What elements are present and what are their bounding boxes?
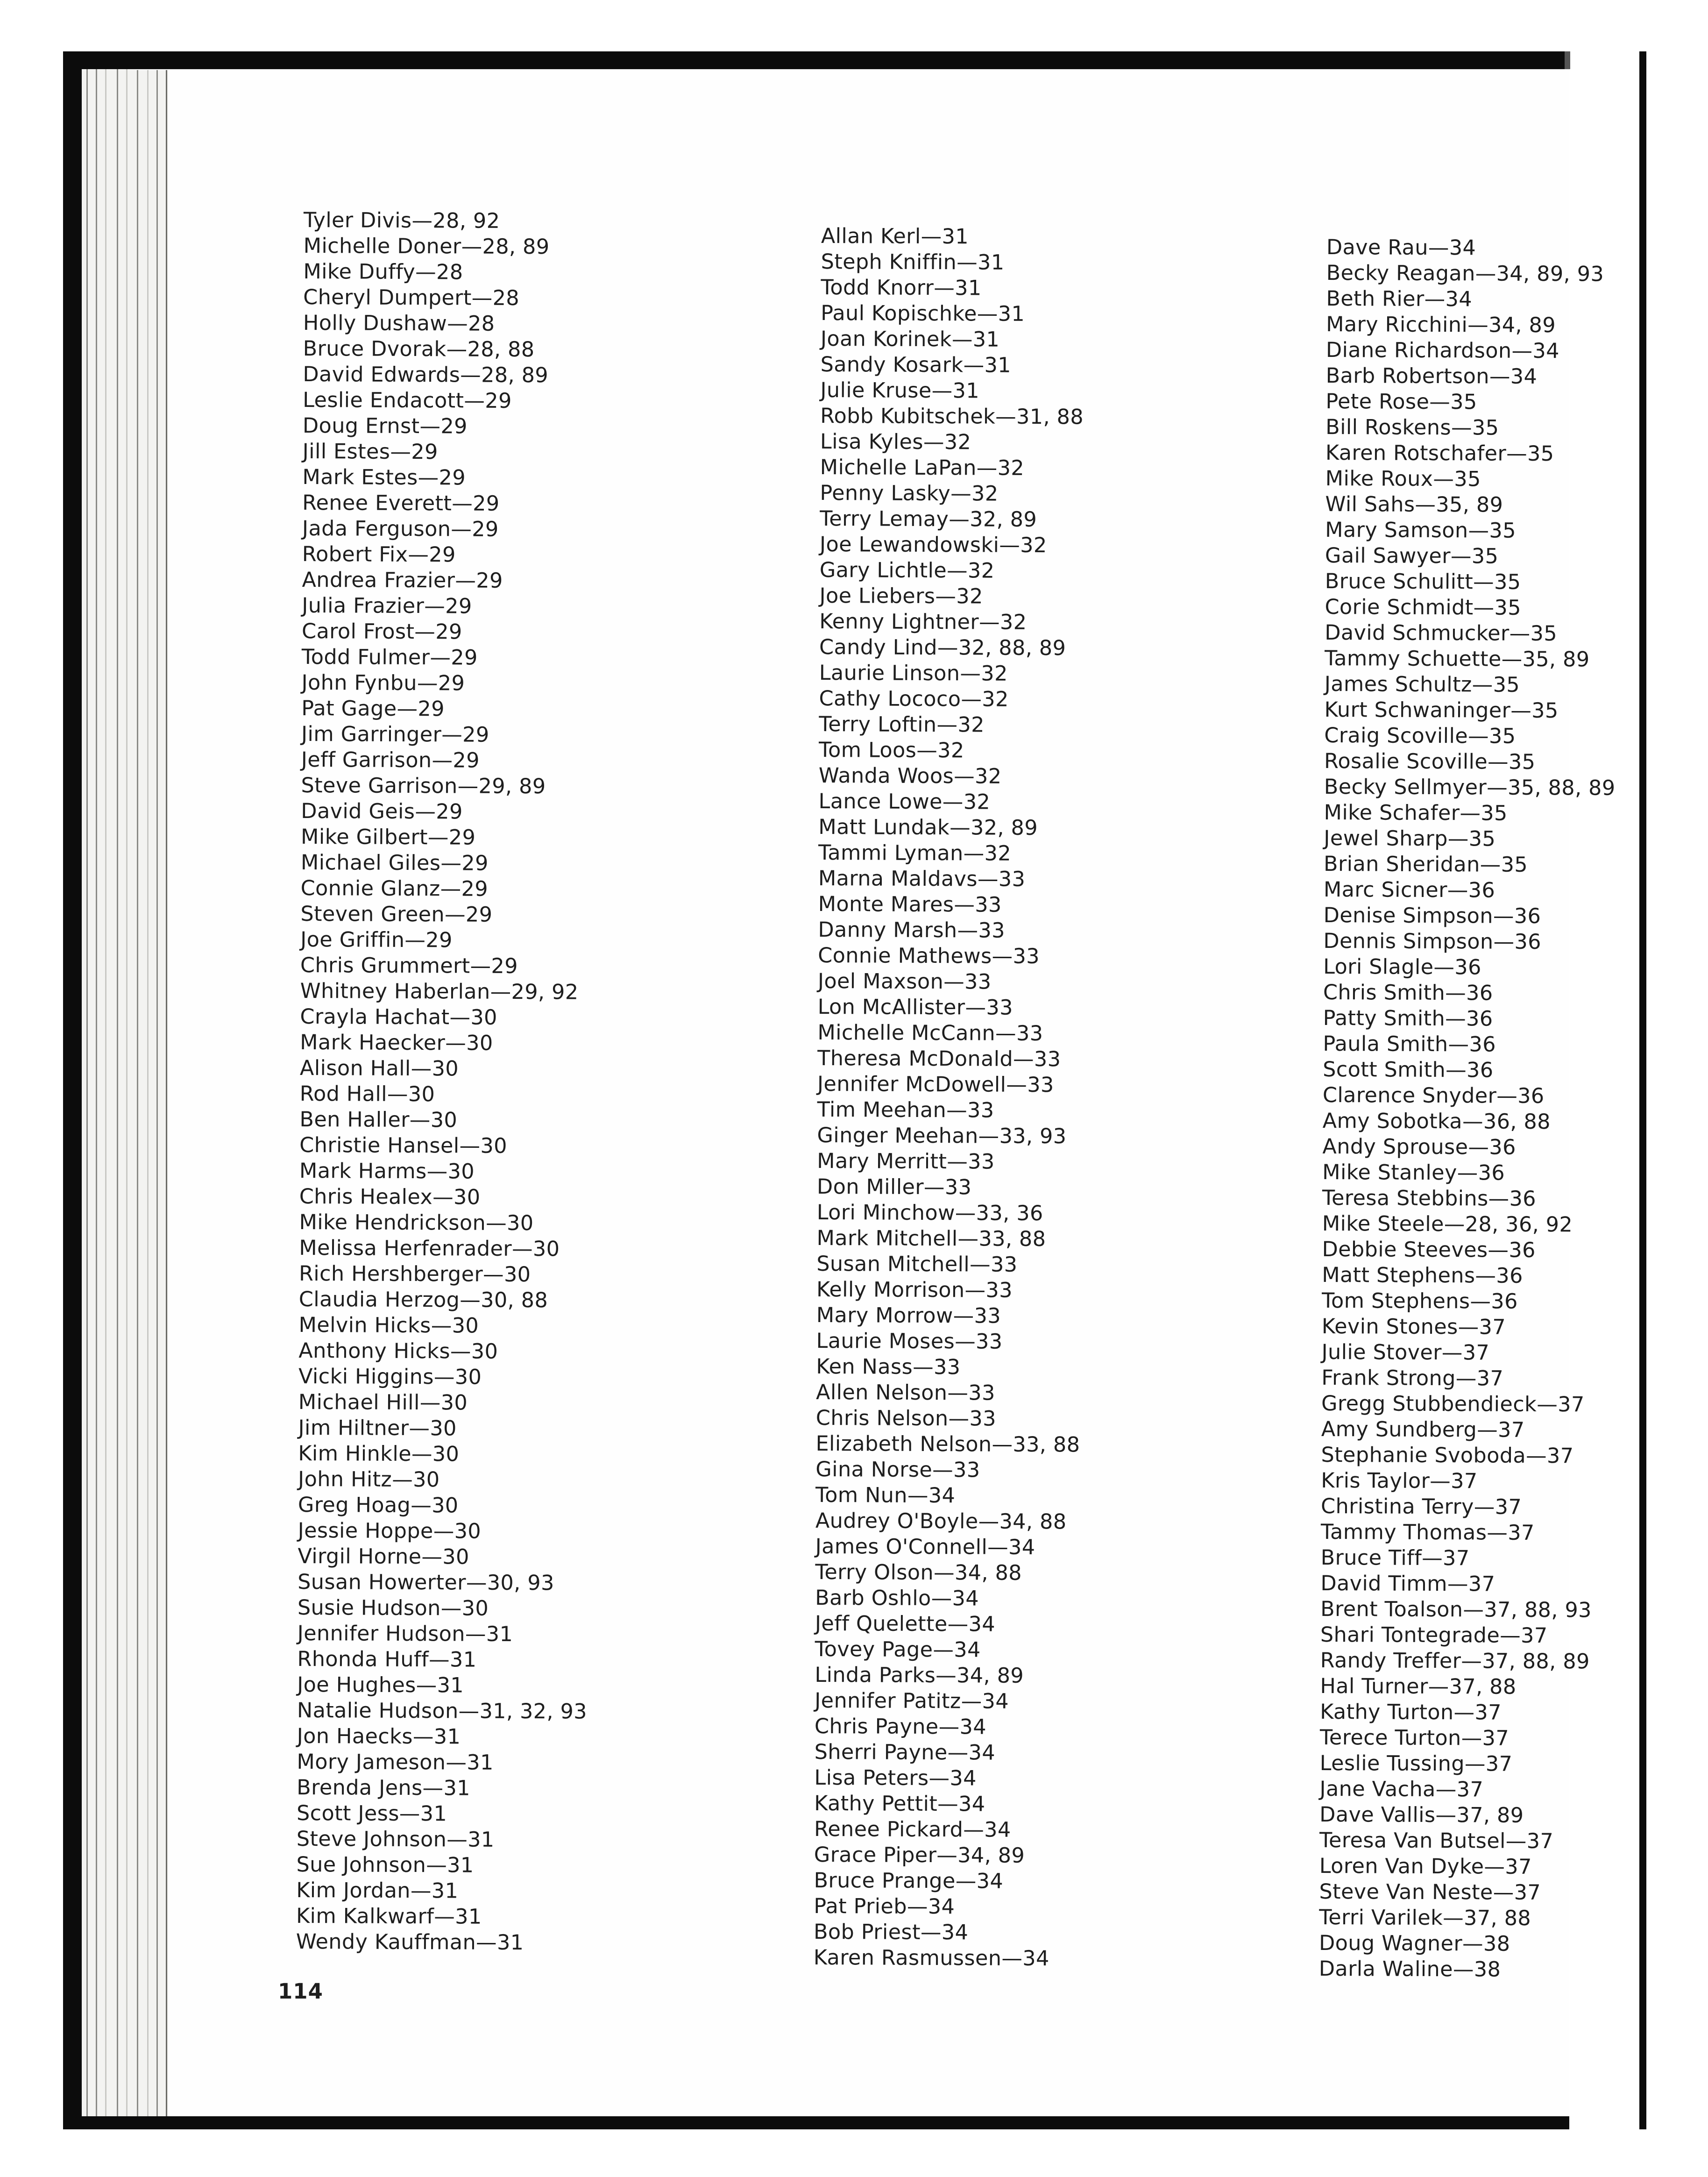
index-entry: Christina Terry—37 bbox=[1321, 1494, 1522, 1519]
index-entry: Mory Jameson—31 bbox=[297, 1750, 494, 1775]
index-entry: Holly Dushaw—28 bbox=[303, 311, 495, 336]
index-entry: Laurie Linson—32 bbox=[819, 661, 1008, 686]
index-entry: Mary Samson—35 bbox=[1325, 518, 1517, 543]
index-entry: Patty Smith—36 bbox=[1323, 1006, 1493, 1031]
index-entry: Becky Reagan—34, 89, 93 bbox=[1326, 261, 1604, 286]
index-entry: Sherri Payne—34 bbox=[814, 1740, 996, 1765]
index-entry: Joe Hughes—31 bbox=[297, 1672, 464, 1698]
index-entry: Rich Hershberger—30 bbox=[298, 1261, 531, 1287]
index-entry: Todd Fulmer—29 bbox=[301, 645, 478, 670]
index-entry: Mike Stanley—36 bbox=[1322, 1160, 1505, 1185]
index-entry: Brenda Jens—31 bbox=[297, 1775, 471, 1800]
index-entry: Jeff Quelette—34 bbox=[815, 1611, 996, 1636]
index-entry: Bill Roskens—35 bbox=[1325, 415, 1499, 440]
index-entry: Terry Olson—34, 88 bbox=[815, 1560, 1022, 1585]
index-entry: Dave Vallis—37, 89 bbox=[1319, 1802, 1524, 1828]
index-entry: Ben Haller—30 bbox=[299, 1107, 458, 1132]
index-entry: Jeff Garrison—29 bbox=[301, 747, 480, 773]
index-entry: Theresa McDonald—33 bbox=[817, 1046, 1061, 1072]
index-entry: Marna Maldavs—33 bbox=[818, 866, 1026, 891]
index-entry: Terece Turton—37 bbox=[1319, 1725, 1510, 1750]
index-entry: Allan Kerl—31 bbox=[821, 224, 969, 249]
scan-border-left bbox=[63, 51, 82, 2129]
index-entry: Todd Knorr—31 bbox=[821, 275, 982, 300]
index-entry: Michael Giles—29 bbox=[300, 850, 489, 875]
index-entry: Gregg Stubbendieck—37 bbox=[1321, 1391, 1585, 1417]
index-entry: Ken Nass—33 bbox=[816, 1354, 961, 1380]
index-entry: Jim Garringer—29 bbox=[301, 722, 489, 747]
index-entry: Bob Priest—34 bbox=[813, 1920, 969, 1945]
index-entry: Lori Slagle—36 bbox=[1323, 954, 1481, 980]
index-entry: Natalie Hudson—31, 32, 93 bbox=[297, 1698, 588, 1724]
index-entry: Pat Prieb—34 bbox=[814, 1894, 955, 1919]
index-column-3 bbox=[1319, 235, 1618, 1983]
index-entry: Renee Pickard—34 bbox=[814, 1817, 1011, 1842]
index-entry: Cathy Lococo—32 bbox=[819, 686, 1009, 711]
index-entry: Vicki Higgins—30 bbox=[298, 1364, 482, 1389]
index-entry: Wil Sahs—35, 89 bbox=[1325, 492, 1503, 517]
index-entry: Gary Lichtle—32 bbox=[819, 558, 995, 583]
index-entry: Jane Vacha—37 bbox=[1319, 1777, 1484, 1802]
index-entry: Steve Van Neste—37 bbox=[1319, 1879, 1541, 1905]
index-entry: Steve Garrison—29, 89 bbox=[301, 773, 546, 799]
index-entry: Lance Lowe—32 bbox=[818, 789, 991, 814]
index-entry: Becky Sellmyer—35, 88, 89 bbox=[1324, 775, 1616, 800]
index-entry: Gail Sawyer—35 bbox=[1325, 543, 1499, 569]
index-entry: Chris Smith—36 bbox=[1323, 980, 1493, 1005]
index-entry: Lon McAllister—33 bbox=[817, 995, 1013, 1020]
index-entry: Paula Smith—36 bbox=[1323, 1032, 1496, 1057]
index-entry: Terry Loftin—32 bbox=[819, 712, 985, 737]
index-entry: Mark Haecker—30 bbox=[300, 1030, 493, 1055]
index-entry: Lori Minchow—33, 36 bbox=[816, 1200, 1043, 1226]
index-entry: Connie Mathews—33 bbox=[818, 943, 1040, 969]
index-entry: Mike Schafer—35 bbox=[1324, 800, 1508, 825]
index-entry: John Hitz—30 bbox=[298, 1467, 440, 1492]
index-entry: Chris Healex—30 bbox=[299, 1184, 481, 1209]
index-entry: Melissa Herfenrader—30 bbox=[299, 1236, 560, 1261]
index-entry: Debbie Steeves—36 bbox=[1322, 1237, 1536, 1262]
index-entry: Terry Lemay—32, 89 bbox=[820, 506, 1037, 532]
index-entry: Scott Jess—31 bbox=[296, 1801, 447, 1826]
index-entry: Andy Sprouse—36 bbox=[1322, 1134, 1516, 1160]
index-entry: Mary Ricchini—34, 89 bbox=[1326, 312, 1556, 338]
index-entry: Susan Howerter—30, 93 bbox=[298, 1570, 554, 1595]
index-entry: Jada Ferguson—29 bbox=[302, 516, 499, 541]
index-entry: Darla Waline—38 bbox=[1318, 1956, 1501, 1982]
index-entry: Michael Hill—30 bbox=[298, 1390, 468, 1415]
index-entry: Amy Sundberg—37 bbox=[1321, 1417, 1525, 1442]
index-entry: Wanda Woos—32 bbox=[818, 763, 1002, 789]
index-entry: Jennifer McDowell—33 bbox=[817, 1072, 1054, 1097]
index-entry: Grace Piper—34, 89 bbox=[814, 1843, 1025, 1868]
index-entry: Candy Lind—32, 88, 89 bbox=[819, 635, 1066, 661]
index-entry: Kathy Turton—37 bbox=[1320, 1700, 1502, 1725]
index-entry: Julie Stover—37 bbox=[1321, 1340, 1490, 1365]
index-entry: Andrea Frazier—29 bbox=[302, 568, 503, 593]
index-entry: Matt Stephens—36 bbox=[1322, 1263, 1523, 1288]
index-entry: Doug Wagner—38 bbox=[1318, 1931, 1510, 1956]
index-entry: Melvin Hicks—30 bbox=[298, 1313, 479, 1338]
index-entry: Jim Hiltner—30 bbox=[298, 1416, 457, 1441]
index-entry: Cheryl Dumpert—28 bbox=[303, 285, 520, 311]
index-entry: Wendy Kauffman—31 bbox=[296, 1929, 524, 1955]
index-entry: Barb Oshlo—34 bbox=[815, 1586, 979, 1611]
index-entry: Denise Simpson—36 bbox=[1323, 903, 1541, 929]
index-entry: Matt Lundak—32, 89 bbox=[818, 815, 1038, 840]
index-entry: Tovey Page—34 bbox=[815, 1637, 981, 1662]
index-entry: Tom Stephens—36 bbox=[1321, 1288, 1518, 1314]
index-entry: Crayla Hachat—30 bbox=[300, 1004, 497, 1030]
index-entry: Linda Parks—34, 89 bbox=[815, 1663, 1024, 1688]
index-entry: Frank Strong—37 bbox=[1321, 1366, 1504, 1391]
index-entry: Jon Haecks—31 bbox=[297, 1724, 461, 1749]
index-entry: Tyler Divis—28, 92 bbox=[303, 208, 500, 233]
index-entry: David Timm—37 bbox=[1320, 1571, 1495, 1596]
index-entry: Don Miller—33 bbox=[816, 1174, 972, 1200]
index-entry: John Fynbu—29 bbox=[301, 670, 465, 696]
index-entry: Paul Kopischke—31 bbox=[821, 301, 1025, 326]
index-entry: Tammi Lyman—32 bbox=[818, 840, 1012, 866]
index-entry: Claudia Herzog—30, 88 bbox=[298, 1287, 548, 1313]
index-entry: Bruce Tiff—37 bbox=[1320, 1545, 1470, 1571]
index-entry: Amy Sobotka—36, 88 bbox=[1322, 1109, 1551, 1134]
index-entry: Mary Morrow—33 bbox=[816, 1303, 1001, 1328]
index-entry: Robb Kubitschek—31, 88 bbox=[820, 404, 1084, 429]
index-entry: Chris Grummert—29 bbox=[300, 953, 518, 979]
index-entry: Dave Rau—34 bbox=[1326, 235, 1476, 260]
index-column-1 bbox=[296, 207, 594, 1956]
index-entry: Kelly Morrison—33 bbox=[816, 1277, 1013, 1302]
index-entry: Mary Merritt—33 bbox=[817, 1149, 995, 1174]
index-entry: Jennifer Patitz—34 bbox=[815, 1688, 1009, 1714]
scan-border-right bbox=[1639, 51, 1646, 2129]
index-entry: Tammy Schuette—35, 89 bbox=[1324, 646, 1590, 672]
index-entry: Renee Everett—29 bbox=[302, 491, 500, 516]
index-column-2 bbox=[814, 223, 1085, 1971]
index-entry: Mark Mitchell—33, 88 bbox=[816, 1226, 1046, 1252]
index-entry: Loren Van Dyke—37 bbox=[1319, 1854, 1532, 1879]
index-entry: Julia Frazier—29 bbox=[302, 593, 472, 619]
index-entry: Lisa Kyles—32 bbox=[820, 429, 971, 455]
index-entry: Chris Nelson—33 bbox=[815, 1406, 996, 1431]
index-entry: Jill Estes—29 bbox=[302, 439, 438, 464]
index-entry: Tammy Thomas—37 bbox=[1320, 1520, 1535, 1545]
index-entry: Christie Hansel—30 bbox=[299, 1133, 507, 1158]
scan-border-corner bbox=[1565, 51, 1570, 69]
index-entry: Alison Hall—30 bbox=[299, 1056, 459, 1081]
index-entry: Scott Smith—36 bbox=[1323, 1057, 1494, 1082]
index-entry: Beth Rier—34 bbox=[1326, 286, 1473, 312]
index-entry: Pat Gage—29 bbox=[301, 696, 445, 721]
index-entry: Ginger Meehan—33, 93 bbox=[817, 1123, 1067, 1149]
index-entry: Mike Gilbert—29 bbox=[301, 825, 476, 850]
index-entry: Bruce Dvorak—28, 88 bbox=[303, 336, 535, 362]
index-entry: Rhonda Huff—31 bbox=[297, 1647, 477, 1672]
scan-border-bottom bbox=[63, 2116, 1646, 2129]
index-entry: Allen Nelson—33 bbox=[815, 1380, 995, 1405]
index-entry: Mark Harms—30 bbox=[299, 1159, 475, 1184]
index-entry: Hal Turner—37, 88 bbox=[1320, 1674, 1517, 1699]
index-entry: Kim Jordan—31 bbox=[296, 1878, 459, 1903]
index-entry: Tim Meehan—33 bbox=[817, 1097, 994, 1123]
index-entry: Whitney Haberlan—29, 92 bbox=[300, 979, 579, 1004]
index-entry: Greg Hoag—30 bbox=[298, 1493, 459, 1518]
index-entry: David Schmucker—35 bbox=[1325, 620, 1558, 646]
index-entry: Susie Hudson—30 bbox=[297, 1595, 489, 1621]
index-entry: Tom Loos—32 bbox=[818, 738, 964, 763]
index-entry: Teresa Van Butsel—37 bbox=[1319, 1828, 1554, 1854]
index-entry: Robert Fix—29 bbox=[302, 542, 456, 567]
index-entry: Lisa Peters—34 bbox=[814, 1765, 977, 1791]
index-entry: Corie Schmidt—35 bbox=[1325, 595, 1521, 620]
page-number: 114 bbox=[278, 1979, 323, 2004]
index-entry: Bruce Schulitt—35 bbox=[1325, 569, 1521, 594]
index-entry: Sue Johnson—31 bbox=[296, 1852, 474, 1878]
index-entry: David Geis—29 bbox=[301, 799, 463, 824]
index-entry: Teresa Stebbins—36 bbox=[1322, 1186, 1537, 1211]
index-entry: Michelle McCann—33 bbox=[817, 1020, 1043, 1046]
index-entry: James O'Connell—34 bbox=[815, 1534, 1035, 1560]
index-entry: Kathy Pettit—34 bbox=[814, 1791, 985, 1816]
index-entry: Elizabeth Nelson—33, 88 bbox=[815, 1431, 1080, 1457]
index-entry: Joe Griffin—29 bbox=[300, 927, 453, 953]
index-entry: Steph Kniffin—31 bbox=[821, 249, 1005, 275]
index-entry: Brent Toalson—37, 88, 93 bbox=[1320, 1597, 1592, 1622]
index-entry: Michelle Doner—28, 89 bbox=[303, 234, 550, 259]
index-entry: Marc Sicner—36 bbox=[1323, 877, 1495, 903]
index-entry: Terri Varilek—37, 88 bbox=[1319, 1905, 1531, 1930]
index-entry: Mark Estes—29 bbox=[302, 465, 466, 490]
index-entry: Monte Mares—33 bbox=[818, 892, 1002, 917]
scan-border-top bbox=[63, 51, 1646, 69]
index-entry: Karen Rasmussen—34 bbox=[813, 1945, 1049, 1971]
index-entry: Penny Lasky—32 bbox=[820, 481, 999, 506]
index-entry: Kevin Stones—37 bbox=[1321, 1314, 1506, 1339]
index-entry: Diane Richardson—34 bbox=[1325, 338, 1559, 363]
index-entry: Rosalie Scoville—35 bbox=[1324, 749, 1536, 774]
index-entry: Julie Kruse—31 bbox=[820, 378, 980, 403]
index-entry: Craig Scoville—35 bbox=[1324, 723, 1516, 748]
index-entry: Pete Rose—35 bbox=[1325, 389, 1477, 414]
index-entry: Mike Roux—35 bbox=[1325, 466, 1481, 491]
index-entry: Danny Marsh—33 bbox=[818, 918, 1006, 943]
index-entry: Audrey O'Boyle—34, 88 bbox=[815, 1508, 1067, 1534]
index-entry: Steven Green—29 bbox=[300, 902, 493, 927]
index-entry: Mike Duffy—28 bbox=[303, 259, 463, 285]
index-entry: Joe Lewandowski—32 bbox=[819, 532, 1047, 558]
index-entry: Stephanie Svoboda—37 bbox=[1321, 1443, 1574, 1468]
index-entry: Kim Kalkwarf—31 bbox=[296, 1904, 482, 1929]
index-entry: Kenny Lightner—32 bbox=[819, 609, 1027, 634]
index-entry: Kurt Schwaninger—35 bbox=[1324, 697, 1559, 723]
index-entry: Tom Nun—34 bbox=[815, 1483, 956, 1508]
index-entry: Jewel Sharp—35 bbox=[1324, 826, 1496, 851]
index-entry: Gina Norse—33 bbox=[815, 1457, 980, 1482]
index-entry: Doug Ernst—29 bbox=[302, 413, 468, 439]
index-entry: Virgil Horne—30 bbox=[298, 1544, 469, 1569]
index-entry: Leslie Endacott—29 bbox=[303, 388, 512, 413]
index-entry: Sandy Kosark—31 bbox=[820, 352, 1012, 377]
index-entry: Carol Frost—29 bbox=[301, 619, 462, 644]
index-entry: David Edwards—28, 89 bbox=[303, 362, 549, 388]
index-entry: Leslie Tussing—37 bbox=[1319, 1751, 1513, 1776]
index-entry: Randy Treffer—37, 88, 89 bbox=[1320, 1648, 1590, 1674]
index-entry: Brian Sheridan—35 bbox=[1324, 852, 1528, 877]
index-entry: Kim Hinkle—30 bbox=[298, 1441, 460, 1466]
index-entry: Mike Hendrickson—30 bbox=[299, 1210, 534, 1236]
index-entry: Barb Robertson—34 bbox=[1325, 363, 1538, 389]
index-entry: Dennis Simpson—36 bbox=[1323, 929, 1542, 954]
index-entry: Joan Korinek—31 bbox=[820, 327, 1000, 352]
index-entry: Anthony Hicks—30 bbox=[298, 1338, 498, 1364]
index-entry: Connie Glanz—29 bbox=[300, 876, 489, 901]
index-entry: Rod Hall—30 bbox=[299, 1081, 435, 1107]
index-entry: Susan Mitchell—33 bbox=[816, 1252, 1018, 1277]
index-entry: Bruce Prange—34 bbox=[814, 1868, 1004, 1893]
index-entry: Joe Liebers—32 bbox=[819, 583, 983, 609]
index-entry: Jennifer Hudson—31 bbox=[297, 1621, 513, 1646]
index-entry: Steve Johnson—31 bbox=[296, 1827, 495, 1852]
index-entry: Chris Payne—34 bbox=[814, 1714, 987, 1739]
index-entry: Kris Taylor—37 bbox=[1321, 1468, 1478, 1494]
index-entry: Clarence Snyder—36 bbox=[1322, 1083, 1545, 1109]
index-entry: Shari Tontegrade—37 bbox=[1320, 1622, 1548, 1648]
index-entry: James Schultz—35 bbox=[1324, 672, 1520, 697]
index-entry: Michelle LaPan—32 bbox=[820, 455, 1025, 480]
index-entry: Mike Steele—28, 36, 92 bbox=[1322, 1211, 1573, 1237]
index-entry: Jessie Hoppe—30 bbox=[298, 1518, 482, 1544]
index-entry: Karen Rotschafer—35 bbox=[1325, 441, 1554, 466]
page-edges bbox=[82, 69, 175, 2116]
index-entry: Joel Maxson—33 bbox=[817, 969, 992, 994]
index-entry: Laurie Moses—33 bbox=[816, 1329, 1003, 1354]
